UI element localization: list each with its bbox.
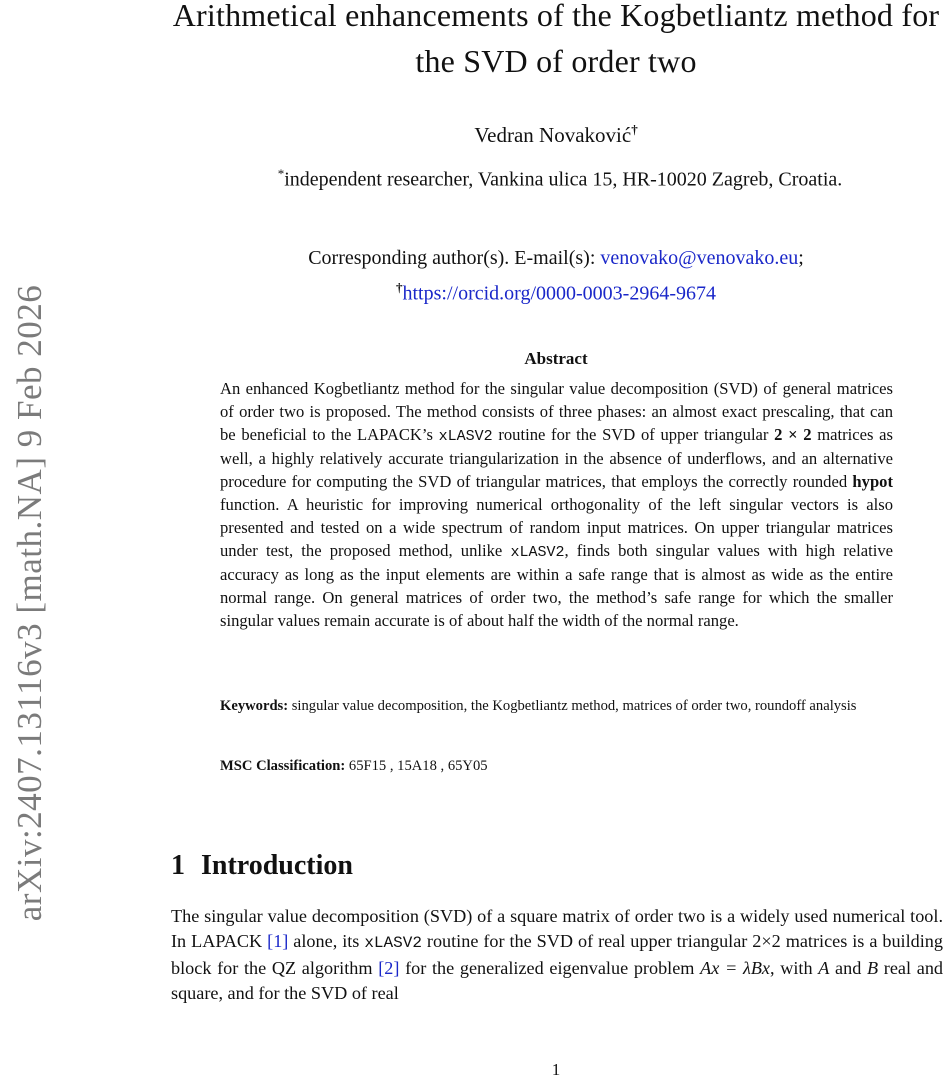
author-line — [170, 122, 942, 148]
orcid-mark: † — [396, 280, 403, 295]
author-mark: † — [631, 122, 638, 137]
intro-var-b: B — [867, 958, 879, 978]
keywords-text: singular value decomposition, the Kogbetliantz method, matrices of order two, roundoff analysis — [288, 698, 857, 714]
intro-text-3: routine for the SVD of real upper triangular 2×2 matrices is a building block for the QZ algorithm — [171, 931, 943, 978]
intro-text-6: and — [829, 958, 867, 978]
msc-text: 65F15 , 15A18 , 65Y05 — [345, 758, 488, 774]
abstract-text-3: matrices as well, a highly relatively accurate triangularization in the absence of underflows, and an alternative procedure for computing the SVD of triangular matrices, that employs the correctly rounded — [220, 424, 893, 492]
msc-label: MSC Classification: — [220, 758, 346, 774]
keywords-label: Keywords: — [220, 698, 289, 714]
intro-equation: Ax = λBx — [700, 958, 770, 978]
intro-text-4: for the generalized eigenvalue problem — [399, 958, 701, 978]
intro-var-a: A — [818, 958, 830, 978]
section-number: 1 — [171, 850, 185, 881]
abstract-text-5: , finds both singular values with high relative accuracy as long as the input elements are within a safe range that is almost as wide as the entire normal range. On general matrices of order two, the method’s safe range for which the smaller singular values remain accurate is of about half the width of the normal range. — [220, 540, 893, 630]
intro-text-5: , with — [770, 958, 819, 978]
citation-2[interactable]: [2] — [378, 958, 400, 978]
affiliation — [180, 166, 940, 192]
abstract-text-4: function. A heuristic for improving numerical orthogonality of the left singular vectors is also presented and tested on a wide spectrum of random input matrices. On upper triangular matrices under test, the proposed method, unlike — [220, 494, 893, 560]
page-number: 1 — [551, 1060, 561, 1079]
abstract-routine-1: xLASV2 — [438, 427, 493, 445]
abstract-dims: 2 × 2 — [774, 424, 812, 444]
abstract-hypot: hypot — [852, 472, 893, 492]
abstract-body — [220, 378, 893, 633]
affiliation-mark: * — [277, 166, 285, 181]
corresponding-author — [170, 244, 942, 309]
citation-1[interactable]: [1] — [267, 931, 289, 951]
email-link[interactable]: venovako@venovako.eu — [600, 247, 799, 269]
section-title: Introduction — [201, 850, 353, 881]
msc-classification — [220, 758, 892, 775]
section-heading — [171, 850, 353, 882]
keywords — [220, 696, 892, 717]
intro-text-1: The singular value decomposition (SVD) of a square matrix of order two is a widely used numerical tool. In LAPACK — [171, 906, 943, 951]
intro-text-2: alone, its — [288, 931, 365, 951]
corresponding-sep: ; — [798, 247, 804, 269]
affiliation-text: independent researcher, Vankina ulica 15, HR-10020 Zagreb, Croatia. — [284, 168, 843, 191]
paper-title: Arithmetical enhancements of the Kogbetliantz method for the SVD of order two — [172, 0, 940, 79]
intro-text-7: real and square, and for the SVD of real — [171, 958, 943, 1003]
intro-routine: xLASV2 — [364, 934, 422, 952]
arxiv-sidebar-stamp: arXiv:2407.13116v3 [math.NA] 9 Feb 2026 — [10, 284, 49, 922]
author-name: Vedran Novaković — [474, 123, 632, 147]
intro-paragraph — [171, 904, 943, 1006]
orcid-link[interactable]: https://orcid.org/0000-0003-2964-9674 — [402, 282, 716, 305]
abstract-routine-2: xLASV2 — [510, 543, 565, 561]
abstract-heading: Abstract — [524, 349, 588, 368]
abstract-text-2: routine for the SVD of upper triangular — [492, 424, 775, 444]
corresponding-prefix: Corresponding author(s). E-mail(s): — [308, 247, 601, 269]
abstract-text-1: An enhanced Kogbetliantz method for the singular value decomposition (SVD) of general matrices of order two is proposed. The method consists of three phases: an almost exact prescaling, that can be beneficial to the LAPACK’s — [220, 379, 893, 444]
